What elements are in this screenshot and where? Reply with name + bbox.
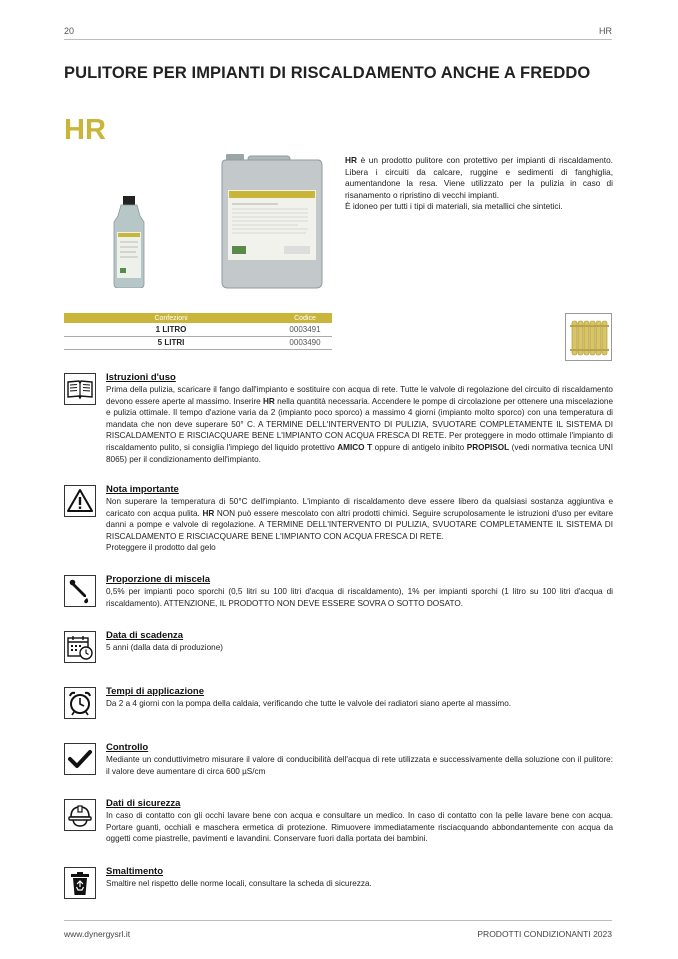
section-text: Da 2 a 4 giorni con la pompa della caldaia, verificando che tutte le valvole dei radiatori siano aperte al massimo. [106, 699, 512, 708]
section-text: Mediante un conduttivimetro misurare il valore di conducibilità dell'acqua di rete utilizzata e successivamente della soluzione con il pulitore: il valore deve aumentare di circa 600 µS/cm [106, 755, 613, 776]
bottle-1l-image [110, 196, 148, 288]
alarm-clock-icon [64, 687, 96, 719]
packaging-header-confezioni: Confezioni [64, 313, 278, 323]
page-title: PULITORE PER IMPIANTI DI RISCALDAMENTO ANCHE A FREDDO [64, 64, 591, 82]
section-title: Dati di sicurezza [106, 798, 181, 809]
section-title: Tempi di applicazione [106, 686, 205, 697]
safety-helmet-icon [64, 799, 96, 831]
footer-website-link[interactable]: www.dynergysrl.it [64, 929, 131, 939]
product-code: HR [64, 114, 106, 146]
section-text: 0,5% per impianti poco sporchi (0,5 litri su 100 litri d'acqua di riscaldamento), 1% per impianti sporchi (1 litro su 100 litri d'acqua di riscaldamento). ATTENZIONE, IL PRODOTTO NON DEVE ESSERE SOVRA O SOTTO DOSATO. [106, 587, 613, 608]
section-title: Istruzioni d'uso [106, 372, 176, 383]
product-description [345, 155, 613, 213]
packaging-code: 0003491 [278, 323, 332, 336]
footer-divider [64, 920, 612, 921]
section-title: Proporzione di miscela [106, 574, 210, 585]
desc-paragraph-2: È idoneo per tutti i tipi di materiali, sia metallici che sintetici. [345, 201, 563, 212]
checkmark-icon [64, 743, 96, 775]
recycle-bin-icon [64, 867, 96, 899]
section-text: In caso di contatto con gli occhi lavare bene con acqua e consultare un medico. In caso di contatto con la pelle lavare bene con acqua. Portare guanti, occhiali e maschera ermetica di protezione. Rimuovere immediatamente risciacquando abbondantemente con acqua da oggetti come piastrelle, pavimenti e lavandini. Conservare fuori dalla portata dei bambini. [106, 811, 613, 844]
page-number: 20 [64, 26, 75, 36]
footer-catalog-label: PRODOTTI CONDIZIONANTI 2023 [477, 929, 612, 939]
desc-paragraph-1: è un prodotto pulitore con protettivo per impianti di riscaldamento. Libera i circuiti da calcare, ruggine e sedimenti di fanghiglia, aumentandone la resa. Viene utilizzato per la pulizia in caso di risanamento o ripristino di vecchi impianti. [345, 155, 613, 200]
section-title: Nota importante [106, 484, 179, 495]
packaging-table [64, 313, 332, 350]
section-title: Smaltimento [106, 866, 164, 877]
tank-5l-image [218, 154, 326, 290]
packaging-size: 1 LITRO [64, 323, 278, 336]
book-icon [64, 373, 96, 405]
desc-product-name: HR [345, 155, 357, 165]
section-title: Data di scadenza [106, 630, 184, 641]
section-text: 5 anni (dalla data di produzione) [106, 643, 223, 652]
table-row [64, 323, 332, 336]
section-text: Smaltire nel rispetto delle norme locali, consultare la scheda di sicurezza. [106, 879, 372, 888]
packaging-header-codice: Codice [278, 313, 332, 323]
section-text: Prima della pulizia, scaricare il fango dall'impianto e sostituire con acqua di rete. Tutte le valvole di regolazione del circuito di riscaldamento devono essere aperte al massimo. Inserire HR nella quantità necessaria. Accendere le pompe di circolazione per ottenere una miscelazione e pulizia ottimale. Il tempo d'azione varia da 2 (impianto poco sporco) a massimo 4 giorni (impianto molto sporco) con una temperatura di mandata che non deve superare 50° C. A TERMINE DELL'INTERVENTO DI PULIZIA, SVUOTARE COMPLETAMENTE IL SISTEMA DI RISCALDAMENTO E RISCIACQUARE BENE L'IMPIANTO CON ACQUA FRESCA DI RETE. Per proteggere in modo ottimale l'impianto di riscaldamento pulito, si consiglia l'impiego del liquido protettivo AMICO T oppure di antigelo inibito PROPISOL (vedi normativa tecnica UNI 8065) per il condizionamento dell'impianto. [106, 385, 614, 464]
dropper-icon [64, 575, 96, 607]
header-divider [64, 39, 612, 40]
header-product-code: HR [599, 26, 612, 36]
packaging-code: 0003490 [278, 336, 332, 349]
calendar-clock-icon [64, 631, 96, 663]
packaging-size: 5 LITRI [64, 336, 278, 349]
section-text: Non superare la temperatura di 50°C dell'impianto. L'impianto di riscaldamento deve essere libero da qualsiasi sostanza aggiuntiva e caricato con acqua pulita. HR NON può essere mescolato con altri prodotti chimici. Seguire scrupolosamente le istruzioni d'uso per evitare danni a pompe e valvole di regolazione. A TERMINE DELL'INTERVENTO DI PULIZIA, SVUOTARE COMPLETAMENTE IL SISTEMA DI RISCALDAMENTO E RISCIACQUARE BENE L'IMPIANTO CON ACQUA FRESCA DI RETE. [106, 497, 613, 541]
section-title: Controllo [106, 742, 149, 753]
warning-icon [64, 485, 96, 517]
radiator-icon [565, 313, 612, 361]
section-text-note: Proteggere il prodotto dal gelo [106, 543, 216, 553]
table-row [64, 336, 332, 349]
